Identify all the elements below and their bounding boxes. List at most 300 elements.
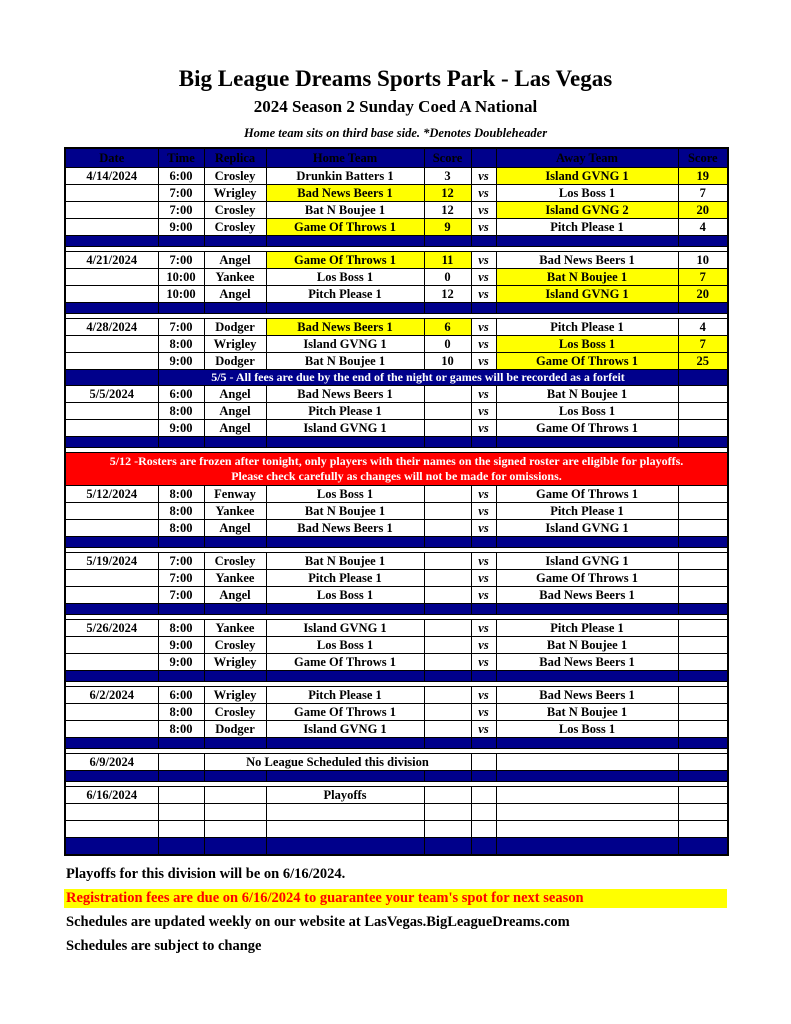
time-cell: 8:00: [158, 704, 204, 721]
away-score-cell: 7: [678, 336, 728, 353]
roster-banner-line: 5/12 -Rosters are frozen after tonight, only players with their names on the signed roster are eligible for playoffs.: [109, 454, 684, 468]
vs-label: vs: [471, 587, 496, 604]
separator-cell: [266, 738, 424, 749]
game-row: [65, 486, 728, 503]
separator-cell: [471, 771, 496, 782]
separator-cell: [158, 236, 204, 247]
footer-website-note: Schedules are updated weekly on our website at LasVegas.BigLeagueDreams.com: [66, 914, 570, 930]
separator-cell: [496, 537, 678, 548]
game-row: [65, 687, 728, 704]
away-score-cell: [678, 420, 728, 437]
bottom-bar-cell: [158, 838, 204, 856]
game-row: [65, 386, 728, 403]
empty-cell: [158, 804, 204, 821]
away-team-cell: Bad News Beers 1: [496, 687, 678, 704]
home-team-cell: Island GVNG 1: [266, 620, 424, 637]
header-score-7: Score: [678, 148, 728, 168]
away-score-cell: [678, 587, 728, 604]
away-team-cell: Bad News Beers 1: [496, 654, 678, 671]
vs-label: vs: [471, 168, 496, 185]
vs-label: vs: [471, 620, 496, 637]
separator-cell: [65, 738, 158, 749]
away-team-cell: Game Of Throws 1: [496, 353, 678, 370]
playoffs-text: Playoffs: [266, 787, 424, 804]
vs-label: vs: [471, 252, 496, 269]
away-team-cell: [496, 787, 678, 804]
away-score-cell: 20: [678, 202, 728, 219]
roster-banner-cell: [65, 453, 728, 486]
separator-cell: [496, 671, 678, 682]
separator-cell: [158, 738, 204, 749]
date-cell: [65, 637, 158, 654]
schedule-page: [64, 0, 727, 956]
separator-cell: [678, 537, 728, 548]
bottom-bar-row: [65, 838, 728, 856]
home-score-cell: 10: [424, 353, 471, 370]
time-cell: 8:00: [158, 620, 204, 637]
home-score-cell: 0: [424, 269, 471, 286]
time-cell: [158, 754, 204, 771]
separator-cell: [65, 771, 158, 782]
replica-cell: Angel: [204, 386, 266, 403]
game-row: [65, 252, 728, 269]
separator-cell: [471, 437, 496, 448]
away-score-cell: [678, 486, 728, 503]
replica-cell: Crosley: [204, 168, 266, 185]
home-team-cell: Drunkin Batters 1: [266, 168, 424, 185]
away-team-cell: Los Boss 1: [496, 403, 678, 420]
separator-row: [65, 771, 728, 782]
home-team-cell: Los Boss 1: [266, 269, 424, 286]
away-score-cell: 4: [678, 219, 728, 236]
away-score-cell: [678, 754, 728, 771]
time-cell: 8:00: [158, 403, 204, 420]
away-score-cell: [678, 787, 728, 804]
header-home-team-3: Home Team: [266, 148, 424, 168]
game-row: [65, 503, 728, 520]
away-team-cell: Game Of Throws 1: [496, 420, 678, 437]
date-cell: 5/5/2024: [65, 386, 158, 403]
away-score-cell: [678, 620, 728, 637]
away-score-cell: [678, 553, 728, 570]
separator-cell: [471, 236, 496, 247]
away-score-cell: [678, 687, 728, 704]
schedule-body: [65, 168, 728, 856]
home-team-cell: Island GVNG 1: [266, 336, 424, 353]
game-row: [65, 704, 728, 721]
time-cell: 6:00: [158, 386, 204, 403]
home-score-cell: [424, 620, 471, 637]
fees-banner-row: [65, 370, 728, 386]
vs-label: vs: [471, 687, 496, 704]
replica-cell: Angel: [204, 587, 266, 604]
separator-cell: [424, 537, 471, 548]
time-cell: 7:00: [158, 185, 204, 202]
header-vs: [471, 148, 496, 168]
time-cell: 6:00: [158, 687, 204, 704]
separator-cell: [204, 604, 266, 615]
separator-cell: [158, 437, 204, 448]
home-score-cell: 12: [424, 185, 471, 202]
empty-cell: [204, 804, 266, 821]
empty-cell: [496, 821, 678, 838]
fees-banner-text: 5/5 - All fees are due by the end of the night or games will be recorded as a forfeit: [158, 370, 678, 386]
away-score-cell: [678, 654, 728, 671]
home-team-cell: Bad News Beers 1: [266, 319, 424, 336]
home-team-cell: Pitch Please 1: [266, 286, 424, 303]
away-team-cell: Island GVNG 1: [496, 553, 678, 570]
replica-cell: Yankee: [204, 570, 266, 587]
replica-cell: Angel: [204, 252, 266, 269]
away-team-cell: Pitch Please 1: [496, 219, 678, 236]
empty-cell: [266, 804, 424, 821]
away-team-cell: Bad News Beers 1: [496, 587, 678, 604]
empty-cell: [496, 804, 678, 821]
time-cell: 8:00: [158, 486, 204, 503]
date-cell: [65, 286, 158, 303]
separator-cell: [65, 236, 158, 247]
home-score-cell: [424, 637, 471, 654]
separator-cell: [496, 771, 678, 782]
home-team-note: Home team sits on third base side. *Denotes Doubleheader: [243, 126, 548, 140]
separator-cell: [471, 671, 496, 682]
home-score-cell: [424, 721, 471, 738]
home-team-cell: Bat N Boujee 1: [266, 353, 424, 370]
date-cell: [65, 403, 158, 420]
home-team-cell: Island GVNG 1: [266, 721, 424, 738]
game-row: [65, 269, 728, 286]
vs-label: vs: [471, 637, 496, 654]
separator-cell: [204, 671, 266, 682]
separator-cell: [471, 537, 496, 548]
home-team-cell: Los Boss 1: [266, 637, 424, 654]
home-score-cell: [424, 704, 471, 721]
date-cell: 4/21/2024: [65, 252, 158, 269]
empty-cell: [204, 821, 266, 838]
footer-playoffs-note: Playoffs for this division will be on 6/16/2024.: [66, 866, 346, 882]
separator-cell: [424, 738, 471, 749]
home-team-cell: Bat N Boujee 1: [266, 553, 424, 570]
vs-label: vs: [471, 503, 496, 520]
home-score-cell: [424, 486, 471, 503]
separator-cell: [678, 738, 728, 749]
date-cell: [65, 721, 158, 738]
page-subtitle: 2024 Season 2 Sunday Coed A National: [253, 97, 538, 116]
time-cell: 8:00: [158, 520, 204, 537]
page-title: Big League Dreams Sports Park - Las Vegas: [178, 66, 613, 91]
away-team-cell: Game Of Throws 1: [496, 570, 678, 587]
separator-cell: [678, 236, 728, 247]
replica-cell: Wrigley: [204, 336, 266, 353]
separator-cell: [204, 303, 266, 314]
home-team-cell: Game Of Throws 1: [266, 252, 424, 269]
away-team-cell: Bat N Boujee 1: [496, 386, 678, 403]
away-score-cell: [678, 704, 728, 721]
home-team-cell: Game Of Throws 1: [266, 704, 424, 721]
time-cell: 9:00: [158, 637, 204, 654]
home-score-cell: 11: [424, 252, 471, 269]
empty-cell: [678, 804, 728, 821]
header-date-0: Date: [65, 148, 158, 168]
away-team-cell: Pitch Please 1: [496, 620, 678, 637]
header-away-team-6: Away Team: [496, 148, 678, 168]
vs-label: vs: [471, 386, 496, 403]
date-cell: 4/28/2024: [65, 319, 158, 336]
date-cell: 6/9/2024: [65, 754, 158, 771]
no-league-text: No League Scheduled this division: [204, 754, 471, 771]
bottom-bar-cell: [204, 838, 266, 856]
vs-label: vs: [471, 403, 496, 420]
separator-cell: [158, 303, 204, 314]
separator-cell: [266, 604, 424, 615]
date-cell: 5/12/2024: [65, 486, 158, 503]
empty-cell: [65, 821, 158, 838]
banner-edge-cell: [65, 370, 158, 386]
date-cell: [65, 704, 158, 721]
time-cell: 7:00: [158, 252, 204, 269]
date-cell: [65, 219, 158, 236]
date-cell: [65, 202, 158, 219]
away-team-cell: Bat N Boujee 1: [496, 637, 678, 654]
empty-cell: [158, 821, 204, 838]
home-team-cell: Bad News Beers 1: [266, 520, 424, 537]
separator-cell: [65, 437, 158, 448]
empty-cell: [471, 804, 496, 821]
replica-cell: Crosley: [204, 202, 266, 219]
replica-cell: Crosley: [204, 704, 266, 721]
separator-row: [65, 437, 728, 448]
header-score-4: Score: [424, 148, 471, 168]
replica-cell: Yankee: [204, 620, 266, 637]
away-team-cell: Island GVNG 1: [496, 520, 678, 537]
date-cell: [65, 570, 158, 587]
replica-cell: [204, 787, 266, 804]
schedule-header: [65, 148, 728, 168]
home-team-cell: Pitch Please 1: [266, 570, 424, 587]
home-team-cell: Game Of Throws 1: [266, 219, 424, 236]
separator-cell: [266, 537, 424, 548]
home-team-cell: Bad News Beers 1: [266, 386, 424, 403]
away-team-cell: Los Boss 1: [496, 185, 678, 202]
date-cell: [65, 520, 158, 537]
away-score-cell: [678, 503, 728, 520]
time-cell: 8:00: [158, 336, 204, 353]
away-team-cell: Bat N Boujee 1: [496, 269, 678, 286]
bottom-bar-cell: [678, 838, 728, 856]
home-team-cell: Bat N Boujee 1: [266, 503, 424, 520]
vs-label: vs: [471, 319, 496, 336]
game-row: [65, 420, 728, 437]
vs-label: vs: [471, 202, 496, 219]
home-score-cell: [424, 503, 471, 520]
away-score-cell: 7: [678, 269, 728, 286]
date-cell: [65, 503, 158, 520]
replica-cell: Yankee: [204, 269, 266, 286]
away-team-cell: Island GVNG 1: [496, 286, 678, 303]
header-replica-2: Replica: [204, 148, 266, 168]
away-team-cell: Game Of Throws 1: [496, 486, 678, 503]
bottom-bar-cell: [471, 838, 496, 856]
separator-cell: [158, 537, 204, 548]
separator-cell: [496, 303, 678, 314]
time-cell: 7:00: [158, 570, 204, 587]
vs-cell-empty: [471, 754, 496, 771]
home-score-cell: 12: [424, 286, 471, 303]
game-row: [65, 403, 728, 420]
away-score-cell: 4: [678, 319, 728, 336]
separator-cell: [65, 537, 158, 548]
separator-cell: [424, 604, 471, 615]
date-cell: [65, 353, 158, 370]
empty-cell: [65, 804, 158, 821]
vs-label: vs: [471, 486, 496, 503]
game-row: [65, 637, 728, 654]
separator-cell: [204, 771, 266, 782]
footer-change-note: Schedules are subject to change: [66, 938, 262, 954]
home-score-cell: [424, 787, 471, 804]
replica-cell: Wrigley: [204, 687, 266, 704]
away-team-cell: Bad News Beers 1: [496, 252, 678, 269]
replica-cell: Wrigley: [204, 654, 266, 671]
separator-cell: [471, 738, 496, 749]
empty-row: [65, 804, 728, 821]
game-row: [65, 520, 728, 537]
empty-cell: [678, 821, 728, 838]
game-row: [65, 620, 728, 637]
separator-cell: [496, 604, 678, 615]
away-score-cell: [678, 721, 728, 738]
time-cell: 7:00: [158, 587, 204, 604]
separator-cell: [65, 303, 158, 314]
away-score-cell: [678, 570, 728, 587]
home-team-cell: Pitch Please 1: [266, 687, 424, 704]
replica-cell: Angel: [204, 403, 266, 420]
away-team-cell: Island GVNG 2: [496, 202, 678, 219]
time-cell: 8:00: [158, 721, 204, 738]
home-score-cell: [424, 687, 471, 704]
replica-cell: Yankee: [204, 503, 266, 520]
home-score-cell: 6: [424, 319, 471, 336]
replica-cell: Crosley: [204, 637, 266, 654]
date-cell: 4/14/2024: [65, 168, 158, 185]
home-team-cell: Los Boss 1: [266, 486, 424, 503]
away-score-cell: 20: [678, 286, 728, 303]
game-row: [65, 286, 728, 303]
date-cell: 6/2/2024: [65, 687, 158, 704]
game-row: [65, 202, 728, 219]
home-score-cell: 0: [424, 336, 471, 353]
game-row: [65, 185, 728, 202]
separator-cell: [424, 236, 471, 247]
vs-label: vs: [471, 553, 496, 570]
game-row: [65, 319, 728, 336]
time-cell: [158, 787, 204, 804]
time-cell: 10:00: [158, 269, 204, 286]
game-row: [65, 219, 728, 236]
separator-cell: [204, 236, 266, 247]
replica-cell: Dodger: [204, 353, 266, 370]
away-score-cell: 7: [678, 185, 728, 202]
home-score-cell: 12: [424, 202, 471, 219]
separator-cell: [266, 671, 424, 682]
game-row: [65, 721, 728, 738]
separator-cell: [65, 671, 158, 682]
separator-cell: [471, 303, 496, 314]
empty-cell: [424, 821, 471, 838]
replica-cell: Angel: [204, 520, 266, 537]
time-cell: 6:00: [158, 168, 204, 185]
away-team-cell: Pitch Please 1: [496, 503, 678, 520]
separator-cell: [266, 771, 424, 782]
empty-cell: [424, 804, 471, 821]
roster-banner-row: [65, 453, 728, 486]
away-team-cell: Los Boss 1: [496, 336, 678, 353]
separator-cell: [158, 604, 204, 615]
home-team-cell: Bad News Beers 1: [266, 185, 424, 202]
game-row: [65, 553, 728, 570]
separator-cell: [424, 437, 471, 448]
bottom-bar-cell: [65, 838, 158, 856]
empty-cell: [266, 821, 424, 838]
date-cell: [65, 336, 158, 353]
away-score-cell: [678, 386, 728, 403]
footer-registration-note: Registration fees are due on 6/16/2024 to guarantee your team's spot for next season: [64, 889, 727, 908]
separator-cell: [65, 604, 158, 615]
separator-cell: [424, 303, 471, 314]
separator-cell: [266, 236, 424, 247]
time-cell: 7:00: [158, 319, 204, 336]
home-team-cell: Bat N Boujee 1: [266, 202, 424, 219]
separator-cell: [424, 771, 471, 782]
separator-cell: [678, 671, 728, 682]
replica-cell: Dodger: [204, 319, 266, 336]
home-team-cell: Pitch Please 1: [266, 403, 424, 420]
header-row: [65, 148, 728, 168]
away-score-cell: [678, 403, 728, 420]
vs-label: vs: [471, 704, 496, 721]
separator-cell: [158, 671, 204, 682]
separator-row: [65, 738, 728, 749]
game-row: [65, 336, 728, 353]
header-time-1: Time: [158, 148, 204, 168]
empty-cell: [471, 821, 496, 838]
separator-row: [65, 236, 728, 247]
replica-cell: Wrigley: [204, 185, 266, 202]
replica-cell: Dodger: [204, 721, 266, 738]
time-cell: 7:00: [158, 202, 204, 219]
separator-cell: [496, 236, 678, 247]
separator-cell: [266, 303, 424, 314]
vs-label: vs: [471, 654, 496, 671]
home-score-cell: [424, 570, 471, 587]
bottom-bar-cell: [496, 838, 678, 856]
time-cell: 9:00: [158, 420, 204, 437]
vs-label: vs: [471, 721, 496, 738]
no-league-row: [65, 754, 728, 771]
home-score-cell: 9: [424, 219, 471, 236]
vs-label: vs: [471, 336, 496, 353]
game-row: [65, 587, 728, 604]
date-cell: [65, 420, 158, 437]
separator-row: [65, 604, 728, 615]
time-cell: 8:00: [158, 503, 204, 520]
separator-row: [65, 537, 728, 548]
date-cell: 5/26/2024: [65, 620, 158, 637]
replica-cell: Fenway: [204, 486, 266, 503]
roster-banner-line: Please check carefully as changes will not be made for omissions.: [231, 469, 562, 483]
separator-cell: [204, 738, 266, 749]
time-cell: 10:00: [158, 286, 204, 303]
